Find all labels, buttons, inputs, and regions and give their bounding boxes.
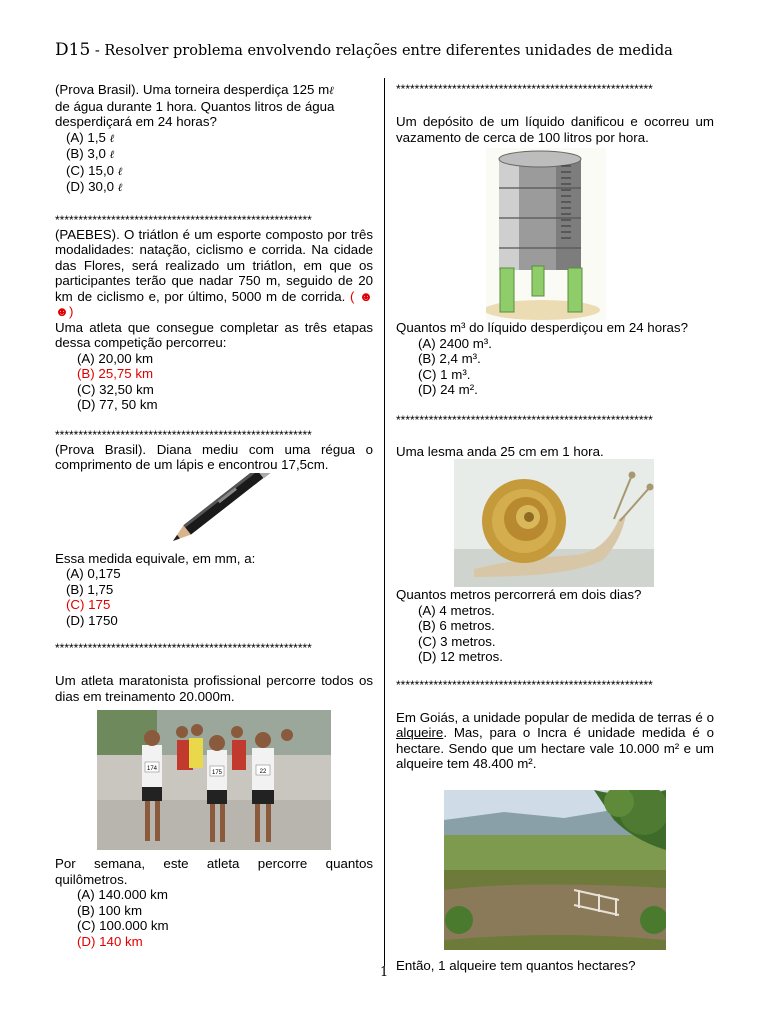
- q3-option-a: (A) 0,175: [66, 566, 121, 581]
- q5-option-b: (B) 2,4 m³.: [418, 351, 481, 366]
- q1-option-b: (B) 3,0 ℓ: [66, 146, 115, 161]
- right-column: [396, 82, 714, 973]
- liter-symbol: ℓ: [117, 181, 123, 194]
- q6-option-a: (A) 4 metros.: [418, 602, 495, 618]
- q5-option-d: (D) 24 m².: [418, 382, 478, 397]
- q7-underlined-word: alqueire: [396, 725, 444, 740]
- q3-option-d: (D) 1750: [66, 612, 118, 628]
- runner-bib-22: 22: [259, 769, 267, 775]
- separator-stars: *******************************************************: [55, 212, 312, 227]
- q6-option-b: (B) 6 metros.: [418, 618, 495, 633]
- q2-option-d: (D) 77, 50 km: [77, 397, 158, 412]
- q4-option-c: (C) 100.000 km: [77, 918, 169, 933]
- marathon-runners-image: [97, 710, 373, 856]
- q4-text-2: Por semana, este atleta percorre quantos quilômetros.: [55, 856, 373, 887]
- q5-option-a: (A) 2400 m³.: [418, 335, 492, 351]
- question-6: [396, 444, 714, 665]
- q1-option-a: (A) 1,5 ℓ: [66, 129, 115, 145]
- q2-text-2: Uma atleta que consegue completar as três etapas dessa competição percorreu:: [55, 319, 373, 350]
- liter-symbol: ℓ: [109, 131, 115, 145]
- runner-bib-174: 174: [146, 766, 158, 772]
- question-1: [55, 82, 373, 196]
- q4-option-b: (B) 100 km: [77, 902, 143, 918]
- q2-option-c: (C) 32,50 km: [77, 381, 154, 397]
- q1-line-1: (Prova Brasil). Uma torneira desperdiça 125 m: [55, 82, 330, 97]
- page-number: 1: [380, 965, 389, 980]
- q6-option-c: (C) 3 metros.: [418, 633, 496, 649]
- liter-symbol: ℓ: [329, 84, 334, 97]
- landscape-image: [444, 790, 714, 958]
- descriptor-title: Resolver problema envolvendo relações entre diferentes unidades de medida: [104, 43, 673, 59]
- q5-text-2: Quantos m³ do líquido desperdiçou em 24 horas?: [396, 320, 688, 335]
- q3-option-c: (C) 175: [66, 597, 111, 612]
- header-separator: -: [90, 43, 105, 59]
- liter-symbol: ℓ: [117, 164, 123, 178]
- q4-option-a: (A) 140.000 km: [77, 887, 168, 902]
- q4-text: Um atleta maratonista profissional percorre todos os dias em treinamento 20.000m.: [55, 673, 373, 704]
- q7-text-2: Então, 1 alqueire tem quantos hectares?: [396, 957, 636, 973]
- separator-stars: *******************************************************: [396, 412, 653, 427]
- q3-option-b: (B) 1,75: [66, 581, 114, 597]
- water-tank-image: [486, 148, 714, 320]
- separator-stars: *******************************************************: [396, 82, 653, 96]
- question-3: [55, 442, 373, 629]
- q2-option-a: (A) 20,00 km: [77, 350, 154, 366]
- q5-option-c: (C) 1 m³.: [418, 366, 471, 382]
- q3-text: (Prova Brasil). Diana mediu com uma régua o comprimento de um lápis e encontrou 17,5cm.: [55, 441, 373, 472]
- column-divider: [384, 78, 385, 966]
- q6-text-2: Quantos metros percorrerá em dois dias?: [396, 587, 642, 602]
- question-5: [396, 114, 714, 398]
- q1-line-2: de água durante 1 hora. Quantos litros de água: [55, 98, 335, 114]
- q2-text: (PAEBES). O triátlon é um esporte composto por três modalidades: natação, ciclismo e corrida. Na cidade das Flores, será realizado um triátlon, em que os participantes terão que nadar 750 m, seguido de 20 km de ciclismo e, por último, 5000 m de corrida.: [55, 226, 373, 304]
- q1-line-3: desperdiçará em 24 horas?: [55, 114, 217, 129]
- q1-option-d: (D) 30,0 ℓ: [66, 179, 123, 194]
- question-2: [55, 227, 373, 413]
- pencil-image: [55, 473, 373, 551]
- q4-option-d: (D) 140 km: [77, 933, 143, 949]
- page-header: [55, 40, 673, 60]
- q5-text: Um depósito de um líquido danificou e ocorreu um vazamento de cerca de 100 litros por hora.: [396, 114, 714, 145]
- question-7: Em Goiás, a unidade popular de medida de terras é o alqueire. Mas, para o Incra é unidade medida é o hectare. Sendo que um hectare vale 10.000 m² e um alqueire tem 48.400 m². Então, 1 alqueire tem quantos hectares?: [396, 709, 714, 973]
- left-column: [55, 82, 373, 949]
- separator-stars: *******************************************************: [55, 427, 312, 442]
- descriptor-code: D15: [55, 40, 91, 60]
- q2-option-b: (B) 25,75 km: [77, 366, 154, 381]
- liter-symbol: ℓ: [109, 148, 115, 161]
- snail-image: [454, 459, 714, 587]
- q1-option-c: (C) 15,0 ℓ: [66, 162, 123, 178]
- q3-text-2: Essa medida equivale, em mm, a:: [55, 550, 256, 566]
- runner-bib-175: 175: [211, 770, 223, 776]
- q6-text: Uma lesma anda 25 cm em 1 hora.: [396, 443, 604, 459]
- separator-stars: *******************************************************: [55, 641, 312, 655]
- separator-stars: *******************************************************: [396, 677, 653, 692]
- q6-option-d: (D) 12 metros.: [418, 649, 503, 664]
- question-4: [55, 673, 373, 949]
- difficulty-mark: ( ☻☻): [55, 288, 373, 319]
- q7-text: Em Goiás, a unidade popular de medida de terras é o: [396, 709, 714, 725]
